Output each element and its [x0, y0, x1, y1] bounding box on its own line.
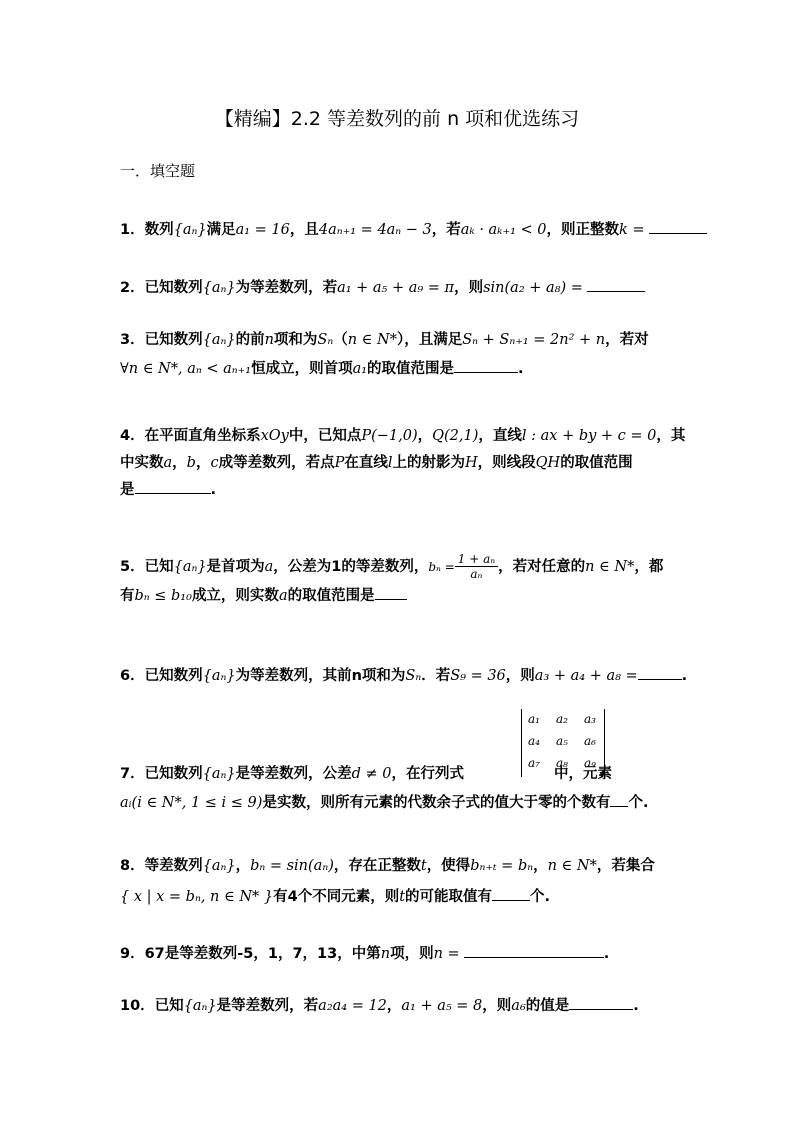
text: ，若对 — [605, 332, 649, 348]
problem-line — [120, 856, 680, 877]
math: a — [163, 455, 173, 472]
section-heading: 一．填空题 — [120, 162, 196, 180]
math: P(−1,0) — [361, 428, 418, 444]
text: 已知数列 — [144, 332, 203, 348]
text: 中，元素 — [553, 766, 612, 782]
fraction-denominator: aₙ — [470, 567, 483, 582]
problem-number: 4． — [120, 428, 145, 444]
problem-line — [120, 793, 680, 814]
problem-number: 6． — [120, 668, 145, 684]
answer-blank[interactable] — [569, 997, 633, 1010]
text: ， — [172, 455, 187, 472]
math: a₁ + a₅ + a₉ = π — [337, 280, 455, 296]
problem-line — [120, 453, 680, 474]
math: {aₙ} — [202, 668, 236, 684]
text: 的取值范围是 — [367, 361, 455, 378]
math: a — [264, 558, 274, 575]
answer-blank[interactable] — [375, 587, 407, 600]
math: n ∈ N* — [585, 558, 635, 575]
text: 已知 — [144, 558, 174, 575]
text: ，则 — [482, 998, 512, 1014]
math: l — [387, 455, 393, 472]
problem-number: 9． — [120, 946, 145, 962]
math: xOy — [260, 428, 289, 444]
determinant-entry: a₈ — [556, 756, 568, 770]
answer-blank[interactable] — [587, 279, 645, 292]
answer-blank[interactable] — [638, 667, 682, 680]
math: bₙ ≤ b₁₀ — [134, 587, 192, 604]
problem-line — [120, 359, 680, 380]
math: bₙ = — [428, 559, 455, 574]
text: 成等差数列，若点 — [218, 455, 335, 472]
math: n ∈ N* — [547, 858, 597, 874]
math: {aₙ} — [173, 558, 207, 575]
text: 有 — [120, 587, 135, 604]
math: n ∈ N* — [347, 332, 397, 348]
text: 已知数列 — [144, 668, 203, 684]
math: {aₙ} — [202, 766, 236, 782]
math: a₁ + a₅ = 8 — [401, 998, 483, 1014]
math: Sₙ — [317, 332, 334, 348]
math: a₁ — [352, 361, 368, 378]
problem-number: 2． — [120, 280, 145, 296]
answer-blank[interactable] — [649, 221, 707, 234]
text: ，则正整数 — [546, 222, 620, 238]
text: 恒成立，则首项 — [251, 361, 353, 378]
text: 67是等差数列-5，1，7，13，中第 — [144, 946, 381, 962]
text: 成立，则实数 — [191, 587, 279, 604]
text: 的前 — [235, 332, 265, 348]
text: ， — [235, 858, 251, 874]
problem-7 — [120, 764, 680, 814]
text: 为等差数列，若 — [235, 280, 338, 296]
answer-blank[interactable] — [610, 794, 628, 807]
math: a₁ = 16 — [235, 222, 290, 238]
math: c — [210, 455, 219, 472]
math: sin(a₂ + a₈) = — [483, 280, 583, 296]
text: 的值是 — [525, 998, 570, 1014]
math: {aₙ} — [202, 858, 236, 874]
text: ，在行列式 — [391, 766, 464, 782]
math: {aₙ} — [183, 998, 217, 1014]
text: 是等差数列，公差 — [235, 766, 352, 782]
problem-line — [120, 480, 680, 501]
math: a₆ — [511, 998, 526, 1014]
text: . — [210, 482, 217, 499]
text: . — [518, 361, 524, 378]
answer-blank[interactable] — [492, 888, 530, 901]
text: 为等差数列，其前n项和为 — [235, 668, 406, 684]
text: ，都 — [634, 558, 664, 575]
text: ，且 — [289, 222, 319, 238]
text: 满足 — [206, 222, 236, 238]
text: 已知 — [154, 998, 184, 1014]
fraction-numerator: 1 + aₙ — [455, 552, 498, 567]
problem-number: 5． — [120, 558, 145, 575]
problem-number: 3． — [120, 332, 145, 348]
text: 在直线 — [344, 455, 388, 472]
math: aₖ · aₖ₊₁ < 0 — [460, 222, 547, 238]
text: 项，则 — [390, 946, 434, 962]
text: 的取值范围是 — [287, 587, 375, 604]
answer-blank[interactable] — [464, 945, 604, 958]
math: a₂a₄ = 12 — [318, 998, 387, 1014]
text: 在平面直角坐标系 — [144, 428, 261, 444]
math: Sₙ + Sₙ₊₁ = 2n² + n — [462, 332, 606, 348]
problem-line — [120, 586, 680, 607]
math: { x | x = bₙ, n ∈ N* } — [120, 889, 274, 906]
text: ，存在正整数 — [333, 858, 421, 874]
math: P — [334, 455, 345, 472]
problem-number: 8． — [120, 858, 145, 874]
answer-blank[interactable] — [135, 481, 211, 494]
determinant-entry: a₂ — [556, 712, 568, 726]
text: ， — [417, 428, 433, 444]
text: ，公差为1的等差数列， — [273, 558, 429, 575]
math: d ≠ 0 — [351, 766, 392, 782]
text: 是等差数列，若 — [216, 998, 319, 1014]
problem-number: 1． — [120, 222, 145, 238]
problem-9 — [120, 944, 680, 965]
text: ），且满足 — [396, 332, 463, 348]
problem-5 — [120, 552, 680, 607]
math: n — [380, 946, 391, 962]
problem-10 — [120, 996, 680, 1017]
determinant-entry: a₅ — [556, 734, 568, 748]
math: {aₙ} — [173, 222, 207, 238]
text: ．若 — [421, 668, 451, 684]
answer-blank[interactable] — [454, 360, 518, 373]
text: 的可能取值有 — [405, 889, 493, 906]
math: Sₙ — [405, 668, 422, 684]
text: ， — [195, 455, 211, 472]
math: 4aₙ₊₁ = 4aₙ − 3 — [318, 222, 432, 238]
math: Q(2,1) — [432, 428, 479, 444]
text: ， — [533, 858, 548, 874]
problem-line — [120, 552, 680, 582]
text: 项和为 — [273, 332, 318, 348]
problem-3 — [120, 330, 680, 380]
math: bₙ = sin(aₙ) — [250, 858, 334, 874]
text: 已知数列 — [144, 766, 203, 782]
math: S₉ = 36 — [450, 668, 506, 684]
math: QH — [535, 455, 561, 472]
problem-line — [120, 426, 686, 447]
text: 数列 — [144, 222, 174, 238]
math: aᵢ(i ∈ N*, 1 ≤ i ≤ 9) — [120, 795, 263, 812]
text: . — [681, 668, 688, 684]
determinant-entry: a₁ — [528, 712, 540, 726]
math: b — [186, 455, 196, 472]
text: 是 — [120, 482, 135, 499]
text: 有4个不同元素，则 — [273, 889, 400, 906]
determinant-entry: a₄ — [528, 734, 540, 748]
text: ，其 — [656, 428, 686, 444]
math: t — [420, 858, 427, 874]
problem-line — [120, 764, 680, 785]
problem-line — [120, 887, 680, 908]
text: ，则线段 — [477, 455, 536, 472]
determinant-entry: a₆ — [584, 734, 596, 748]
problem-2 — [120, 278, 680, 299]
math: bₙ₊ₜ = bₙ — [470, 858, 534, 874]
math: a — [278, 587, 288, 604]
text: . — [633, 998, 639, 1014]
text: 是首项为 — [206, 558, 265, 575]
problem-4 — [120, 426, 686, 501]
text: ，直线 — [478, 428, 522, 444]
text: 个. — [530, 889, 551, 906]
text: 中，已知点 — [288, 428, 362, 444]
text: 个. — [628, 795, 649, 812]
math: l : ax + by + c = 0 — [521, 428, 657, 444]
text: 中实数 — [120, 455, 164, 472]
text: 已知数列 — [144, 280, 203, 296]
fraction — [455, 552, 498, 582]
text: 上的射影为 — [392, 455, 465, 472]
text: 的取值范围 — [560, 455, 633, 472]
text: 是实数，则所有元素的代数余子式的值大于零的个数有 — [262, 795, 611, 812]
math: n — [264, 332, 274, 348]
math: k = — [619, 222, 645, 238]
text: （ — [333, 332, 348, 348]
text: ，则 — [505, 668, 535, 684]
problem-number: 7． — [120, 766, 145, 782]
text: ，若对任意的 — [498, 558, 586, 575]
determinant-entry: a₃ — [584, 712, 596, 726]
math: ∀n ∈ N*, aₙ < aₙ₊₁ — [120, 361, 252, 378]
math: {aₙ} — [202, 332, 236, 348]
math: n = — [433, 946, 460, 962]
problem-number: 10． — [120, 998, 155, 1014]
text: ， — [386, 998, 402, 1014]
text: ，若 — [431, 222, 461, 238]
problem-line — [120, 330, 680, 351]
text: ，若集合 — [596, 858, 655, 874]
math: H — [464, 455, 478, 472]
text: . — [603, 946, 610, 962]
determinant-entry: a₉ — [584, 756, 596, 770]
math: a₃ + a₄ + a₈ = — [534, 668, 638, 684]
document-title: 【精编】2.2 等差数列的前 n 项和优选练习 — [214, 108, 580, 130]
text: ，使得 — [426, 858, 471, 874]
problem-8 — [120, 856, 680, 908]
text: ，则 — [454, 280, 484, 296]
problem-6 — [120, 666, 688, 687]
math: {aₙ} — [202, 280, 236, 296]
text: 等差数列 — [144, 858, 203, 874]
math: t — [399, 889, 406, 906]
determinant-entry: a₇ — [528, 756, 540, 770]
problem-1 — [120, 220, 680, 241]
